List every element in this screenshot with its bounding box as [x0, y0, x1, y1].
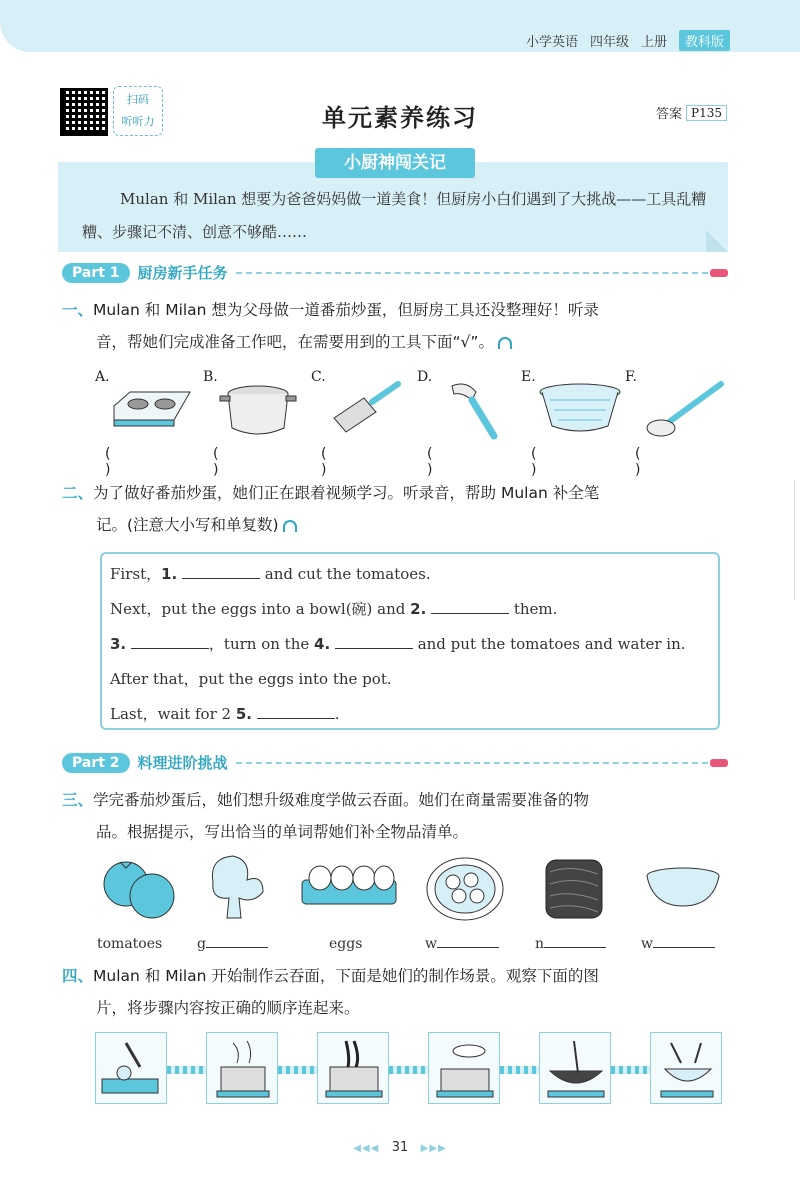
blank-3[interactable] [131, 635, 209, 649]
part1-title: 厨房新手任务 [137, 264, 228, 282]
notes-text: and put the tomatoes and water in. [412, 635, 686, 653]
step-card-6[interactable] [650, 1032, 722, 1104]
vegetable-icon [203, 852, 273, 924]
option-peeler [417, 366, 507, 478]
arrow-strip [389, 1066, 429, 1074]
boiling-pot-icon [207, 1033, 279, 1105]
option-letter: C. [311, 369, 326, 385]
option-letter: E. [521, 369, 536, 385]
arrow-strip [611, 1066, 651, 1074]
step-card-1[interactable] [95, 1032, 167, 1104]
notes-text: First， [110, 565, 162, 583]
tomato-icon [100, 854, 180, 924]
headphone-icon[interactable] [283, 520, 297, 532]
notes-text: and cut the tomatoes. [260, 565, 431, 583]
volume-label: 上册 [640, 35, 667, 50]
blank-5[interactable] [257, 705, 335, 719]
divider [236, 762, 708, 764]
item-label-n [535, 936, 606, 952]
story-text: Mulan 和 Milan 想要为爸爸妈妈做一道美食！但厨房小白们遇到了大挑战——工具乱糟糟、步骤记不清、创意不够酷…… [82, 190, 707, 241]
answer-page: P135 [686, 105, 727, 121]
page-edge [794, 480, 800, 600]
question-number: 二、 [62, 484, 94, 502]
blank-number: 3. [110, 635, 127, 653]
tool-options [95, 366, 735, 478]
option-stove [95, 366, 185, 478]
answer-reference [656, 103, 727, 122]
item-blank[interactable] [653, 936, 715, 948]
answer-parens[interactable]: ( ) [213, 446, 247, 478]
question-3 [62, 784, 732, 848]
option-letter: B. [203, 369, 218, 385]
egg-tray-icon [300, 862, 400, 912]
blank-2[interactable] [431, 600, 509, 614]
adding-wonton-icon [429, 1033, 501, 1105]
page-number [0, 1140, 800, 1155]
chopping-icon [96, 1033, 168, 1105]
question-number: 三、 [62, 791, 94, 809]
item-label-w2 [641, 936, 715, 952]
question-text: Mulan 和 Milan 开始制作云吞面，下面是她们的制作场景。观察下面的图 [93, 967, 599, 985]
subject-label: 小学英语 [525, 35, 578, 50]
scan-note-line-2: 听听力 [121, 115, 155, 128]
pencil-icon [710, 269, 728, 277]
stove-icon [110, 378, 194, 430]
part1-header [62, 262, 728, 283]
grade-label: 四年级 [589, 35, 629, 50]
item-letter: n [535, 936, 545, 952]
answer-parens[interactable]: ( ) [531, 446, 565, 478]
question-text: 音，帮她们完成准备工作吧，在需要用到的工具下面“√”。 [96, 333, 494, 351]
part2-pill: Part 2 [62, 753, 130, 773]
divider [236, 272, 708, 274]
part2-header [62, 752, 728, 773]
question-text: 品。根据提示，写出恰当的单词帮她们补全物品清单。 [96, 823, 469, 841]
story-banner: 小厨神闯关记 [315, 148, 475, 178]
part1-pill: Part 1 [62, 263, 130, 283]
option-letter: D. [417, 369, 433, 385]
colander-icon [536, 378, 626, 438]
question-text: 记。(注意大小写和单复数) [96, 516, 279, 534]
option-pot [203, 366, 293, 478]
blank-1[interactable] [182, 565, 260, 579]
notes-line-2 [110, 598, 557, 619]
item-letter: g [197, 936, 206, 952]
item-label-tomatoes: tomatoes [97, 936, 163, 952]
question-number: 一、 [62, 301, 94, 319]
page-number-value: 31 [391, 1140, 409, 1155]
arrow-strip [500, 1066, 540, 1074]
blank-number: 1. [161, 565, 178, 583]
blank-number: 4. [314, 635, 331, 653]
arrow-strip [278, 1066, 318, 1074]
question-text: 学完番茄炒蛋后，她们想升级难度学做云吞面。她们在商量需要准备的物 [93, 791, 590, 809]
answer-parens[interactable]: ( ) [321, 446, 355, 478]
option-ladle [625, 366, 715, 478]
page-title: 单元素养练习 [322, 104, 478, 132]
step-card-4[interactable] [428, 1032, 500, 1104]
question-number: 四、 [62, 967, 94, 985]
wonton-plate-icon [425, 856, 505, 922]
noodles-pot-icon [318, 1033, 390, 1105]
step-card-2[interactable] [206, 1032, 278, 1104]
pencil-icon [710, 759, 728, 767]
publisher-badge: 教科版 [679, 30, 730, 51]
item-label-eggs: eggs [329, 936, 363, 952]
pot-icon [218, 378, 302, 438]
left-arrows-icon: ◀◀◀ [353, 1143, 380, 1154]
noodles-icon [540, 854, 610, 924]
item-letter: w [641, 936, 653, 952]
question-4 [62, 960, 732, 1024]
notes-text: ，turn on the [208, 635, 315, 653]
step-card-5[interactable] [539, 1032, 611, 1104]
option-colander [521, 366, 611, 478]
item-blank[interactable] [544, 936, 606, 948]
ladle-icon [637, 378, 727, 442]
item-blank[interactable] [437, 936, 499, 948]
serving-icon [651, 1033, 723, 1105]
option-knife [311, 366, 401, 478]
notes-text: Last，wait for 2 [110, 705, 236, 723]
knife-icon [326, 378, 410, 438]
question-2 [62, 477, 732, 541]
question-1 [62, 294, 732, 358]
blank-number: 5. [235, 705, 252, 723]
item-letter: w [425, 936, 437, 952]
option-letter: F. [625, 369, 637, 385]
notes-text: Next，put the eggs into a bowl(碗) and [110, 600, 411, 618]
item-list [95, 848, 735, 958]
notes-line-4: After that，put the eggs into the pot. [110, 670, 392, 688]
part2-title: 料理进阶挑战 [137, 754, 228, 772]
notes-line-3 [110, 633, 686, 654]
bowl-icon [643, 866, 723, 910]
answer-parens[interactable]: ( ) [427, 446, 461, 478]
arrow-strip [167, 1066, 207, 1074]
notes-line-1 [110, 563, 431, 584]
headphone-icon[interactable] [498, 337, 512, 349]
notes-text: . [334, 705, 340, 723]
right-arrows-icon: ▶▶▶ [420, 1143, 447, 1154]
step-card-3[interactable] [317, 1032, 389, 1104]
step-sequence [95, 1032, 725, 1110]
option-letter: A. [95, 369, 110, 385]
question-text: 为了做好番茄炒蛋，她们正在跟着视频学习。听录音，帮助 Mulan 补全笔 [93, 484, 600, 502]
question-text: 片，将步骤内容按正确的顺序连起来。 [96, 999, 360, 1017]
answer-parens[interactable]: ( ) [105, 446, 139, 478]
answer-parens[interactable]: ( ) [635, 446, 669, 478]
header-tags [526, 30, 730, 51]
question-text: Mulan 和 Milan 想为父母做一道番茄炒蛋，但厨房工具还没整理好！听录 [93, 301, 599, 319]
answer-label: 答案 [656, 107, 683, 122]
scan-note-line-1: 扫码 [127, 93, 149, 106]
item-label-w [425, 936, 499, 952]
stirring-icon [540, 1033, 612, 1105]
notes-text: them. [509, 600, 558, 618]
blank-number: 2. [410, 600, 427, 618]
blank-4[interactable] [335, 635, 413, 649]
item-label-g [197, 936, 268, 952]
peeler-icon [432, 378, 516, 442]
item-blank[interactable] [206, 936, 268, 948]
notes-line-5 [110, 703, 340, 724]
